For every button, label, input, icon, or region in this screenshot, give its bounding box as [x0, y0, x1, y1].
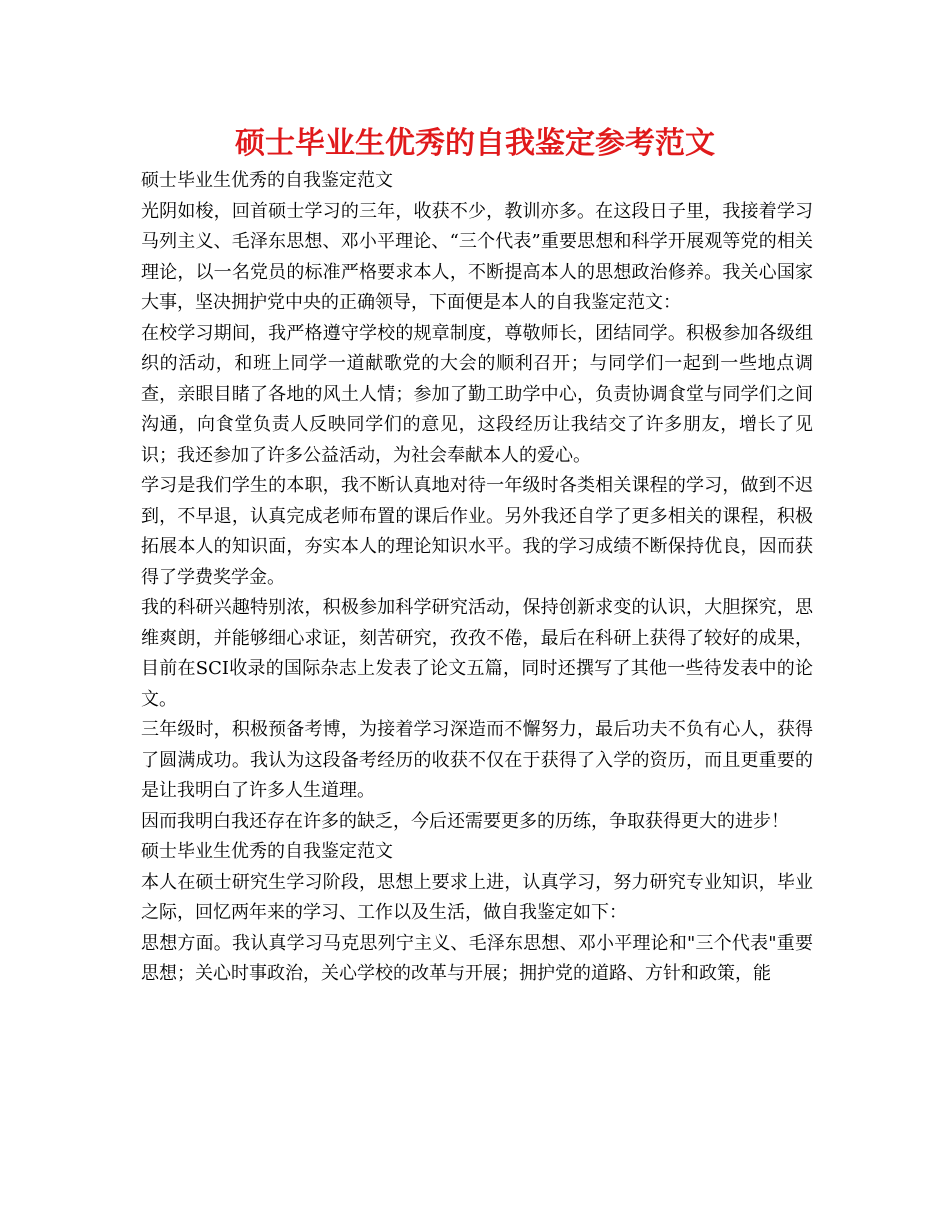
- paragraph: 光阴如梭，回首硕士学习的三年，收获不少，教训亦多。在这段日子里，我接着学习马列主义、毛泽东思想、邓小平理论、“三个代表”重要思想和科学开展观等党的相关理论，以一名党员的标准严格要求本人，不断提高本人的思想政治修养。我关心国家大事，坚决拥护党中央的正确领导，下面便是本人的自我鉴定范文：: [141, 200, 813, 313]
- paragraph: 因而我明白我还存在许多的缺乏，今后还需要更多的历练，争取获得更大的进步！: [141, 810, 789, 832]
- document-body: [141, 166, 813, 990]
- paragraph: 三年级时，积极预备考博，为接着学习深造而不懈努力，最后功夫不负有心人，获得了圆满成功。我认为这段备考经历的收获不仅在于获得了入学的资历，而且更重要的是让我明白了许多人生道理。: [141, 719, 813, 801]
- paragraph: 在校学习期间，我严格遵守学校的规章制度，尊敬师长，团结同学。积极参加各级组织的活动，和班上同学一道献歌党的大会的顺利召开；与同学们一起到一些地点调查，亲眼目睹了各地的风土人情；参加了勤工助学中心，负责协调食堂与同学们之间沟通，向食堂负责人反映同学们的意见，这段经历让我结交了许多朋友，增长了见识；我还参加了许多公益活动，为社会奉献本人的爱心。: [141, 322, 813, 466]
- paragraph: 学习是我们学生的本职，我不断认真地对待一年级时各类相关课程的学习，做到不迟到，不早退，认真完成老师布置的课后作业。另外我还自学了更多相关的课程，积极拓展本人的知识面，夯实本人的理论知识水平。我的学习成绩不断保持优良，因而获得了学费奖学金。: [141, 475, 813, 588]
- document-title: 硕士毕业生优秀的自我鉴定参考范文: [235, 126, 715, 161]
- paragraph: 本人在硕士研究生学习阶段，思想上要求上进，认真学习，努力研究专业知识，毕业之际，回忆两年来的学习、工作以及生活，做自我鉴定如下：: [141, 871, 813, 923]
- paragraph: 我的科研兴趣特别浓，积极参加科学研究活动，保持创新求变的认识，大胆探究，思维爽朗，并能够细心求证，刻苦研究，孜孜不倦，最后在科研上获得了较好的成果，目前在SCI收录的国际杂志上发表了论文五篇，同时还撰写了其他一些待发表中的论文。: [141, 597, 813, 710]
- section-heading: 硕士毕业生优秀的自我鉴定范文: [141, 170, 393, 191]
- section-heading: 硕士毕业生优秀的自我鉴定范文: [141, 841, 393, 862]
- paragraph: 思想方面。我认真学习马克思列宁主义、毛泽东思想、邓小平理论和"三个代表"重要思想；关心时事政治，关心学校的改革与开展；拥护党的道路、方针和政策，能: [141, 932, 813, 984]
